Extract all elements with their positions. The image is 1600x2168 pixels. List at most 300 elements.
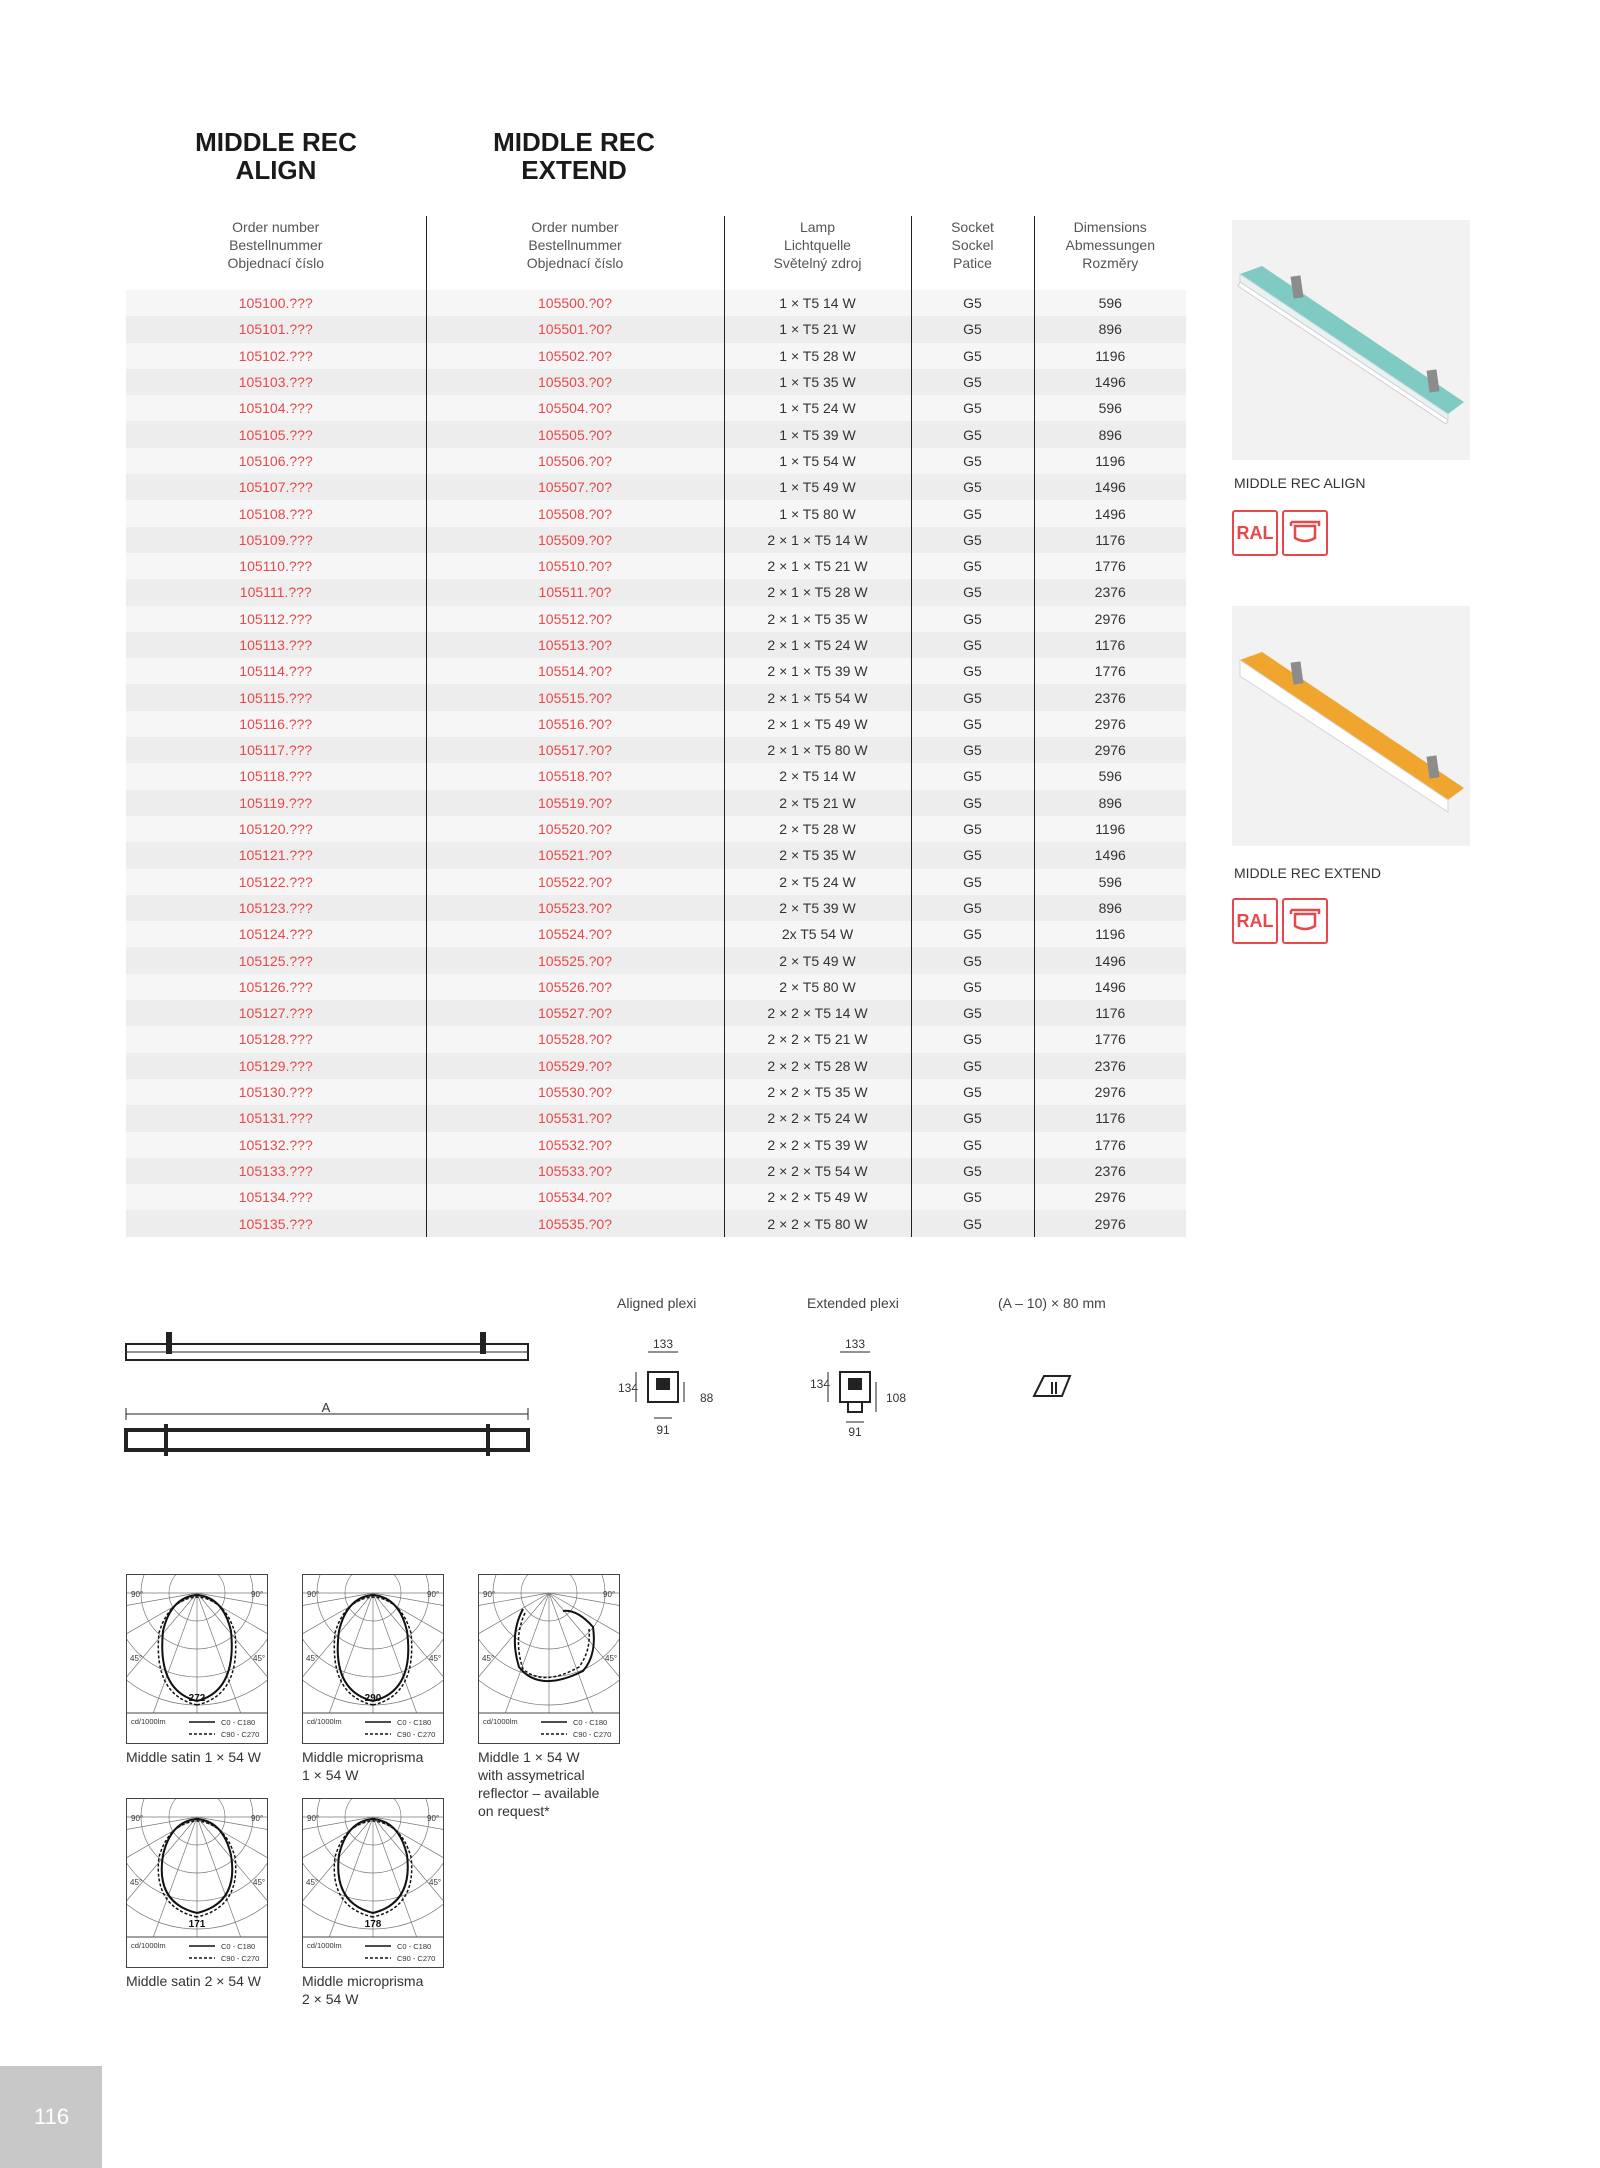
dimensions-cell: 1496 — [1034, 500, 1186, 526]
order-number-align-cell: 105114.??? — [126, 658, 426, 684]
svg-text:C0 - C180: C0 - C180 — [573, 1718, 608, 1727]
table-row — [126, 290, 1186, 316]
table-row — [126, 763, 1186, 789]
table-row — [126, 395, 1186, 421]
socket-cell: G5 — [911, 1210, 1034, 1236]
svg-text:45°: 45° — [253, 1878, 266, 1887]
socket-cell: G5 — [911, 527, 1034, 553]
lamp-cell: 2 × T5 35 W — [724, 842, 911, 868]
polar-diagram — [126, 1798, 268, 1968]
lamp-cell: 1 × T5 39 W — [724, 421, 911, 447]
socket-cell: G5 — [911, 1000, 1034, 1026]
table-row — [126, 369, 1186, 395]
polar-caption-line: Middle satin 1 × 54 W — [126, 1749, 262, 1765]
order-number-align-cell: 105111.??? — [126, 579, 426, 605]
order-number-align-cell: 105100.??? — [126, 290, 426, 316]
svg-text:45°: 45° — [253, 1654, 266, 1663]
table-row — [126, 790, 1186, 816]
lamp-cell: 2x T5 54 W — [724, 921, 911, 947]
header-socket: Socket Sockel Patice — [911, 216, 1034, 290]
dimensions-cell: 2976 — [1034, 606, 1186, 632]
dimensions-cell: 596 — [1034, 763, 1186, 789]
order-number-align-cell: 105115.??? — [126, 684, 426, 710]
lamp-cell: 2 × 2 × T5 21 W — [724, 1026, 911, 1052]
socket-cell: G5 — [911, 816, 1034, 842]
extended-dim-bottom: 91 — [848, 1425, 862, 1439]
svg-text:90°: 90° — [307, 1814, 320, 1823]
socket-cell: G5 — [911, 711, 1034, 737]
lamp-cell: 2 × 2 × T5 14 W — [724, 1000, 911, 1026]
socket-cell: G5 — [911, 395, 1034, 421]
page-number: 116 — [34, 2104, 70, 2129]
dimensions-cell: 1496 — [1034, 974, 1186, 1000]
table-row — [126, 1105, 1186, 1131]
lamp-cell: 2 × 1 × T5 21 W — [724, 553, 911, 579]
polar-caption — [302, 1748, 423, 1784]
socket-cell: G5 — [911, 869, 1034, 895]
order-number-extend-cell: 105509.?0? — [426, 527, 724, 553]
order-number-align-cell: 105132.??? — [126, 1132, 426, 1158]
order-number-extend-cell: 105528.?0? — [426, 1026, 724, 1052]
lamp-cell: 2 × T5 21 W — [724, 790, 911, 816]
heading-align — [126, 128, 426, 184]
dimensions-cell: 1196 — [1034, 921, 1186, 947]
svg-text:C90 - C270: C90 - C270 — [221, 1954, 260, 1963]
order-number-align-cell: 105135.??? — [126, 1210, 426, 1236]
socket-cell: G5 — [911, 606, 1034, 632]
socket-cell: G5 — [911, 553, 1034, 579]
table-row — [126, 421, 1186, 447]
lamp-cell: 2 × 1 × T5 28 W — [724, 579, 911, 605]
order-number-align-cell: 105117.??? — [126, 737, 426, 763]
order-number-extend-cell: 105533.?0? — [426, 1158, 724, 1184]
lamp-cell: 1 × T5 28 W — [724, 343, 911, 369]
svg-text:45°: 45° — [306, 1654, 319, 1663]
table-row — [126, 947, 1186, 973]
socket-cell: G5 — [911, 369, 1034, 395]
order-number-align-cell: 105109.??? — [126, 527, 426, 553]
lamp-cell: 2 × T5 80 W — [724, 974, 911, 1000]
polar-diagram — [126, 1574, 268, 1744]
svg-text:cd/1000lm: cd/1000lm — [307, 1941, 342, 1950]
table-row — [126, 816, 1186, 842]
polar-caption — [126, 1748, 261, 1766]
dimensions-cell: 1496 — [1034, 842, 1186, 868]
table-row — [126, 1132, 1186, 1158]
table-row — [126, 606, 1186, 632]
dimensions-cell: 596 — [1034, 395, 1186, 421]
order-number-extend-cell: 105513.?0? — [426, 632, 724, 658]
order-number-extend-cell: 105520.?0? — [426, 816, 724, 842]
lamp-cell: 2 × 2 × T5 24 W — [724, 1105, 911, 1131]
table-row — [126, 1026, 1186, 1052]
dimensions-cell: 2976 — [1034, 711, 1186, 737]
svg-text:45°: 45° — [130, 1654, 143, 1663]
table-row — [126, 527, 1186, 553]
order-number-align-cell: 105134.??? — [126, 1184, 426, 1210]
table-row — [126, 553, 1186, 579]
order-number-align-cell: 105110.??? — [126, 553, 426, 579]
socket-cell: G5 — [911, 1132, 1034, 1158]
lamp-cell: 2 × T5 24 W — [724, 869, 911, 895]
table-row — [126, 448, 1186, 474]
luminaire-side-drawing — [124, 1324, 534, 1474]
socket-cell: G5 — [911, 1026, 1034, 1052]
order-number-extend-cell: 105506.?0? — [426, 448, 724, 474]
order-number-align-cell: 105121.??? — [126, 842, 426, 868]
table-row — [126, 1158, 1186, 1184]
order-number-align-cell: 105129.??? — [126, 1053, 426, 1079]
dimensions-cell: 896 — [1034, 790, 1186, 816]
order-number-extend-cell: 105535.?0? — [426, 1210, 724, 1236]
dimensions-cell: 2976 — [1034, 1079, 1186, 1105]
lamp-cell: 2 × 2 × T5 35 W — [724, 1079, 911, 1105]
polar-plot — [303, 1575, 443, 1743]
order-number-extend-cell: 105505.?0? — [426, 421, 724, 447]
heading-extend-line1: MIDDLE REC — [493, 127, 655, 157]
svg-text:171: 171 — [188, 1919, 206, 1930]
socket-cell: G5 — [911, 658, 1034, 684]
order-number-extend-cell: 105501.?0? — [426, 316, 724, 342]
lamp-cell: 1 × T5 35 W — [724, 369, 911, 395]
table-row — [126, 711, 1186, 737]
luminaire-align-illustration — [1232, 220, 1470, 460]
socket-cell: G5 — [911, 316, 1034, 342]
svg-text:45°: 45° — [482, 1654, 495, 1663]
dimensions-cell: 1196 — [1034, 343, 1186, 369]
dimensions-cell: 1776 — [1034, 553, 1186, 579]
lamp-cell: 1 × T5 49 W — [724, 474, 911, 500]
ceiling-cutout-icon — [1030, 1370, 1078, 1402]
order-number-extend-cell: 105503.?0? — [426, 369, 724, 395]
svg-text:45°: 45° — [429, 1654, 442, 1663]
order-number-extend-cell: 105516.?0? — [426, 711, 724, 737]
product-caption-extend: MIDDLE REC EXTEND — [1234, 865, 1382, 881]
order-number-align-cell: 105126.??? — [126, 974, 426, 1000]
socket-cell: G5 — [911, 947, 1034, 973]
svg-text:cd/1000lm: cd/1000lm — [483, 1717, 518, 1726]
polar-diagram — [302, 1574, 444, 1744]
order-number-extend-cell: 105534.?0? — [426, 1184, 724, 1210]
spec-table — [126, 216, 1186, 1237]
order-number-align-cell: 105112.??? — [126, 606, 426, 632]
order-number-extend-cell: 105518.?0? — [426, 763, 724, 789]
socket-cell: G5 — [911, 763, 1034, 789]
recessed-mount-icon-align — [1282, 510, 1328, 556]
socket-cell: G5 — [911, 632, 1034, 658]
polar-plot — [127, 1575, 267, 1743]
svg-text:C90 - C270: C90 - C270 — [397, 1730, 436, 1739]
lamp-cell: 2 × 1 × T5 14 W — [724, 527, 911, 553]
dimensions-cell: 1496 — [1034, 369, 1186, 395]
order-number-align-cell: 105122.??? — [126, 869, 426, 895]
socket-cell: G5 — [911, 500, 1034, 526]
svg-text:90°: 90° — [427, 1814, 440, 1823]
svg-text:C0 - C180: C0 - C180 — [397, 1718, 432, 1727]
polar-plot — [479, 1575, 619, 1743]
header-lamp: Lamp Lichtquelle Světelný zdroj — [724, 216, 911, 290]
extended-dim-right: 108 — [886, 1391, 907, 1405]
heading-align-line1: MIDDLE REC — [195, 127, 357, 157]
polar-diagram — [302, 1798, 444, 1968]
svg-text:45°: 45° — [130, 1878, 143, 1887]
order-number-extend-cell: 105527.?0? — [426, 1000, 724, 1026]
order-number-extend-cell: 105532.?0? — [426, 1132, 724, 1158]
table-header-row — [126, 216, 1186, 290]
svg-text:cd/1000lm: cd/1000lm — [131, 1717, 166, 1726]
socket-cell: G5 — [911, 737, 1034, 763]
lamp-cell: 2 × 2 × T5 39 W — [724, 1132, 911, 1158]
table-row — [126, 895, 1186, 921]
order-number-extend-cell: 105502.?0? — [426, 343, 724, 369]
socket-cell: G5 — [911, 1158, 1034, 1184]
lamp-cell: 2 × 2 × T5 49 W — [724, 1184, 911, 1210]
table-row — [126, 1184, 1186, 1210]
polar-caption-line: 1 × 54 W — [302, 1767, 359, 1783]
dimensions-cell: 1496 — [1034, 947, 1186, 973]
lamp-cell: 2 × 1 × T5 35 W — [724, 606, 911, 632]
lamp-cell: 1 × T5 24 W — [724, 395, 911, 421]
svg-text:90°: 90° — [251, 1814, 264, 1823]
order-number-extend-cell: 105524.?0? — [426, 921, 724, 947]
cutout-label: (A – 10) × 80 mm — [998, 1295, 1106, 1311]
socket-cell: G5 — [911, 421, 1034, 447]
table-row — [126, 1210, 1186, 1236]
polar-caption — [302, 1972, 423, 2008]
lamp-cell: 2 × T5 49 W — [724, 947, 911, 973]
svg-text:90°: 90° — [603, 1590, 616, 1599]
order-number-align-cell: 105118.??? — [126, 763, 426, 789]
order-number-align-cell: 105127.??? — [126, 1000, 426, 1026]
order-number-extend-cell: 105519.?0? — [426, 790, 724, 816]
order-number-extend-cell: 105526.?0? — [426, 974, 724, 1000]
order-number-extend-cell: 105530.?0? — [426, 1079, 724, 1105]
svg-text:C90 - C270: C90 - C270 — [573, 1730, 612, 1739]
polar-caption-line: reflector – available — [478, 1785, 600, 1801]
svg-text:C90 - C270: C90 - C270 — [397, 1954, 436, 1963]
dimensions-cell: 1176 — [1034, 1105, 1186, 1131]
order-number-align-cell: 105107.??? — [126, 474, 426, 500]
socket-cell: G5 — [911, 895, 1034, 921]
socket-cell: G5 — [911, 842, 1034, 868]
dimensions-cell: 2976 — [1034, 1184, 1186, 1210]
svg-text:cd/1000lm: cd/1000lm — [131, 1941, 166, 1950]
product-caption-align: MIDDLE REC ALIGN — [1234, 475, 1366, 491]
order-number-align-cell: 105105.??? — [126, 421, 426, 447]
lamp-cell: 2 × 1 × T5 49 W — [724, 711, 911, 737]
order-number-align-cell: 105133.??? — [126, 1158, 426, 1184]
polar-caption — [126, 1972, 261, 1990]
table-row — [126, 869, 1186, 895]
order-number-extend-cell: 105531.?0? — [426, 1105, 724, 1131]
extended-plexi-label: Extended plexi — [807, 1295, 899, 1311]
dimensions-cell: 2376 — [1034, 684, 1186, 710]
order-number-extend-cell: 105507.?0? — [426, 474, 724, 500]
dimensions-cell: 1496 — [1034, 474, 1186, 500]
aligned-dim-top: 133 — [652, 1337, 674, 1351]
recessed-mount-icon-extend — [1282, 898, 1328, 944]
heading-align-line2: ALIGN — [235, 155, 317, 185]
socket-cell: G5 — [911, 474, 1034, 500]
header-dimensions: Dimensions Abmessungen Rozměry — [1065, 219, 1155, 271]
header-order-align: Order number Bestellnummer Objednací číslo — [126, 216, 426, 290]
dimensions-cell: 896 — [1034, 421, 1186, 447]
lamp-cell: 2 × T5 28 W — [724, 816, 911, 842]
polar-caption-line: on request* — [478, 1803, 550, 1819]
order-number-extend-cell: 105523.?0? — [426, 895, 724, 921]
svg-text:C0 - C180: C0 - C180 — [221, 1942, 256, 1951]
svg-text:C90 - C270: C90 - C270 — [221, 1730, 260, 1739]
svg-text:272: 272 — [188, 1693, 206, 1704]
table-row — [126, 500, 1186, 526]
order-number-align-cell: 105130.??? — [126, 1079, 426, 1105]
order-number-align-cell: 105101.??? — [126, 316, 426, 342]
order-number-extend-cell: 105512.?0? — [426, 606, 724, 632]
socket-cell: G5 — [911, 790, 1034, 816]
header-order-extend: Order number Bestellnummer Objednací číslo — [426, 216, 724, 290]
order-number-align-cell: 105103.??? — [126, 369, 426, 395]
table-row — [126, 632, 1186, 658]
dimensions-cell: 596 — [1034, 869, 1186, 895]
order-number-align-cell: 105120.??? — [126, 816, 426, 842]
table-row — [126, 316, 1186, 342]
table-row — [126, 684, 1186, 710]
svg-text:C0 - C180: C0 - C180 — [221, 1718, 256, 1727]
order-number-extend-cell: 105511.?0? — [426, 579, 724, 605]
luminaire-extend-illustration — [1232, 606, 1470, 846]
svg-text:45°: 45° — [306, 1878, 319, 1887]
order-number-align-cell: 105119.??? — [126, 790, 426, 816]
aligned-dim-left: 134 — [618, 1381, 639, 1395]
lamp-cell: 2 × 1 × T5 39 W — [724, 658, 911, 684]
dimensions-cell: 2376 — [1034, 579, 1186, 605]
polar-plot — [303, 1799, 443, 1967]
dimensions-cell: 1196 — [1034, 816, 1186, 842]
lamp-cell: 2 × 2 × T5 54 W — [724, 1158, 911, 1184]
dimensions-cell: 1176 — [1034, 1000, 1186, 1026]
svg-text:45°: 45° — [605, 1654, 618, 1663]
svg-text:45°: 45° — [429, 1878, 442, 1887]
dimensions-cell: 1776 — [1034, 1026, 1186, 1052]
dim-length-label: A — [321, 1400, 331, 1415]
socket-cell: G5 — [911, 579, 1034, 605]
dimensions-cell: 2376 — [1034, 1053, 1186, 1079]
table-row — [126, 1000, 1186, 1026]
order-number-align-cell: 105131.??? — [126, 1105, 426, 1131]
table-row — [126, 737, 1186, 763]
lamp-cell: 2 × T5 39 W — [724, 895, 911, 921]
order-number-extend-cell: 105500.?0? — [426, 290, 724, 316]
order-number-extend-cell: 105521.?0? — [426, 842, 724, 868]
lamp-cell: 1 × T5 80 W — [724, 500, 911, 526]
order-number-align-cell: 105116.??? — [126, 711, 426, 737]
svg-text:178: 178 — [364, 1919, 382, 1930]
table-row — [126, 1053, 1186, 1079]
order-number-extend-cell: 105529.?0? — [426, 1053, 724, 1079]
polar-caption-line: Middle satin 2 × 54 W — [126, 1973, 262, 1989]
product-photo-extend — [1232, 606, 1470, 846]
lamp-cell: 1 × T5 14 W — [724, 290, 911, 316]
order-number-align-cell: 105128.??? — [126, 1026, 426, 1052]
aligned-plexi-label: Aligned plexi — [617, 1295, 697, 1311]
extended-dim-left: 134 — [810, 1377, 831, 1391]
order-number-extend-cell: 105517.?0? — [426, 737, 724, 763]
table-row — [126, 1079, 1186, 1105]
ral-badge-extend: RAL — [1232, 898, 1278, 944]
polar-caption-line: Middle microprisma — [302, 1749, 424, 1765]
aligned-dim-right: 88 — [700, 1391, 714, 1405]
dimensions-cell: 896 — [1034, 316, 1186, 342]
polar-plot — [127, 1799, 267, 1967]
dimensions-cell: 2376 — [1034, 1158, 1186, 1184]
spec-table-body — [126, 290, 1186, 1237]
svg-text:90°: 90° — [131, 1590, 144, 1599]
table-row — [126, 921, 1186, 947]
order-number-extend-cell: 105504.?0? — [426, 395, 724, 421]
polar-caption-line: 2 × 54 W — [302, 1991, 359, 2007]
socket-cell: G5 — [911, 1184, 1034, 1210]
mount-icon — [1287, 906, 1323, 936]
polar-diagram — [478, 1574, 620, 1744]
order-number-extend-cell: 105514.?0? — [426, 658, 724, 684]
svg-text:90°: 90° — [483, 1590, 496, 1599]
lamp-cell: 2 × 1 × T5 24 W — [724, 632, 911, 658]
lamp-cell: 2 × 1 × T5 80 W — [724, 737, 911, 763]
lamp-cell: 2 × 1 × T5 54 W — [724, 684, 911, 710]
lamp-cell: 2 × 2 × T5 28 W — [724, 1053, 911, 1079]
dimensions-cell: 1176 — [1034, 632, 1186, 658]
socket-cell: G5 — [911, 343, 1034, 369]
aligned-plexi-section — [608, 1336, 718, 1440]
order-number-align-cell: 105123.??? — [126, 895, 426, 921]
lamp-cell: 1 × T5 21 W — [724, 316, 911, 342]
socket-cell: G5 — [911, 290, 1034, 316]
lamp-cell: 2 × T5 14 W — [724, 763, 911, 789]
table-row — [126, 842, 1186, 868]
svg-text:90°: 90° — [251, 1590, 264, 1599]
order-number-align-cell: 105102.??? — [126, 343, 426, 369]
table-row — [126, 974, 1186, 1000]
polar-caption-line: with assymetrical — [478, 1767, 585, 1783]
lamp-cell: 2 × 2 × T5 80 W — [724, 1210, 911, 1236]
dimensions-cell: 2976 — [1034, 1210, 1186, 1236]
table-row — [126, 658, 1186, 684]
order-number-align-cell: 105113.??? — [126, 632, 426, 658]
table-row — [126, 343, 1186, 369]
order-number-extend-cell: 105510.?0? — [426, 553, 724, 579]
lamp-cell: 1 × T5 54 W — [724, 448, 911, 474]
order-number-align-cell: 105125.??? — [126, 947, 426, 973]
order-number-extend-cell: 105515.?0? — [426, 684, 724, 710]
order-number-extend-cell: 105525.?0? — [426, 947, 724, 973]
aligned-dim-bottom: 91 — [656, 1423, 670, 1437]
socket-cell: G5 — [911, 1079, 1034, 1105]
svg-text:90°: 90° — [427, 1590, 440, 1599]
dimensions-cell: 896 — [1034, 895, 1186, 921]
order-number-align-cell: 105124.??? — [126, 921, 426, 947]
order-number-extend-cell: 105522.?0? — [426, 869, 724, 895]
polar-caption-line: Middle microprisma — [302, 1973, 424, 1989]
order-number-extend-cell: 105508.?0? — [426, 500, 724, 526]
dimensions-cell: 596 — [1034, 290, 1186, 316]
table-row — [126, 474, 1186, 500]
mount-icon — [1287, 518, 1323, 548]
dimensions-cell: 1196 — [1034, 448, 1186, 474]
socket-cell: G5 — [911, 448, 1034, 474]
svg-text:90°: 90° — [131, 1814, 144, 1823]
svg-text:90°: 90° — [307, 1590, 320, 1599]
dimensions-cell: 1176 — [1034, 527, 1186, 553]
